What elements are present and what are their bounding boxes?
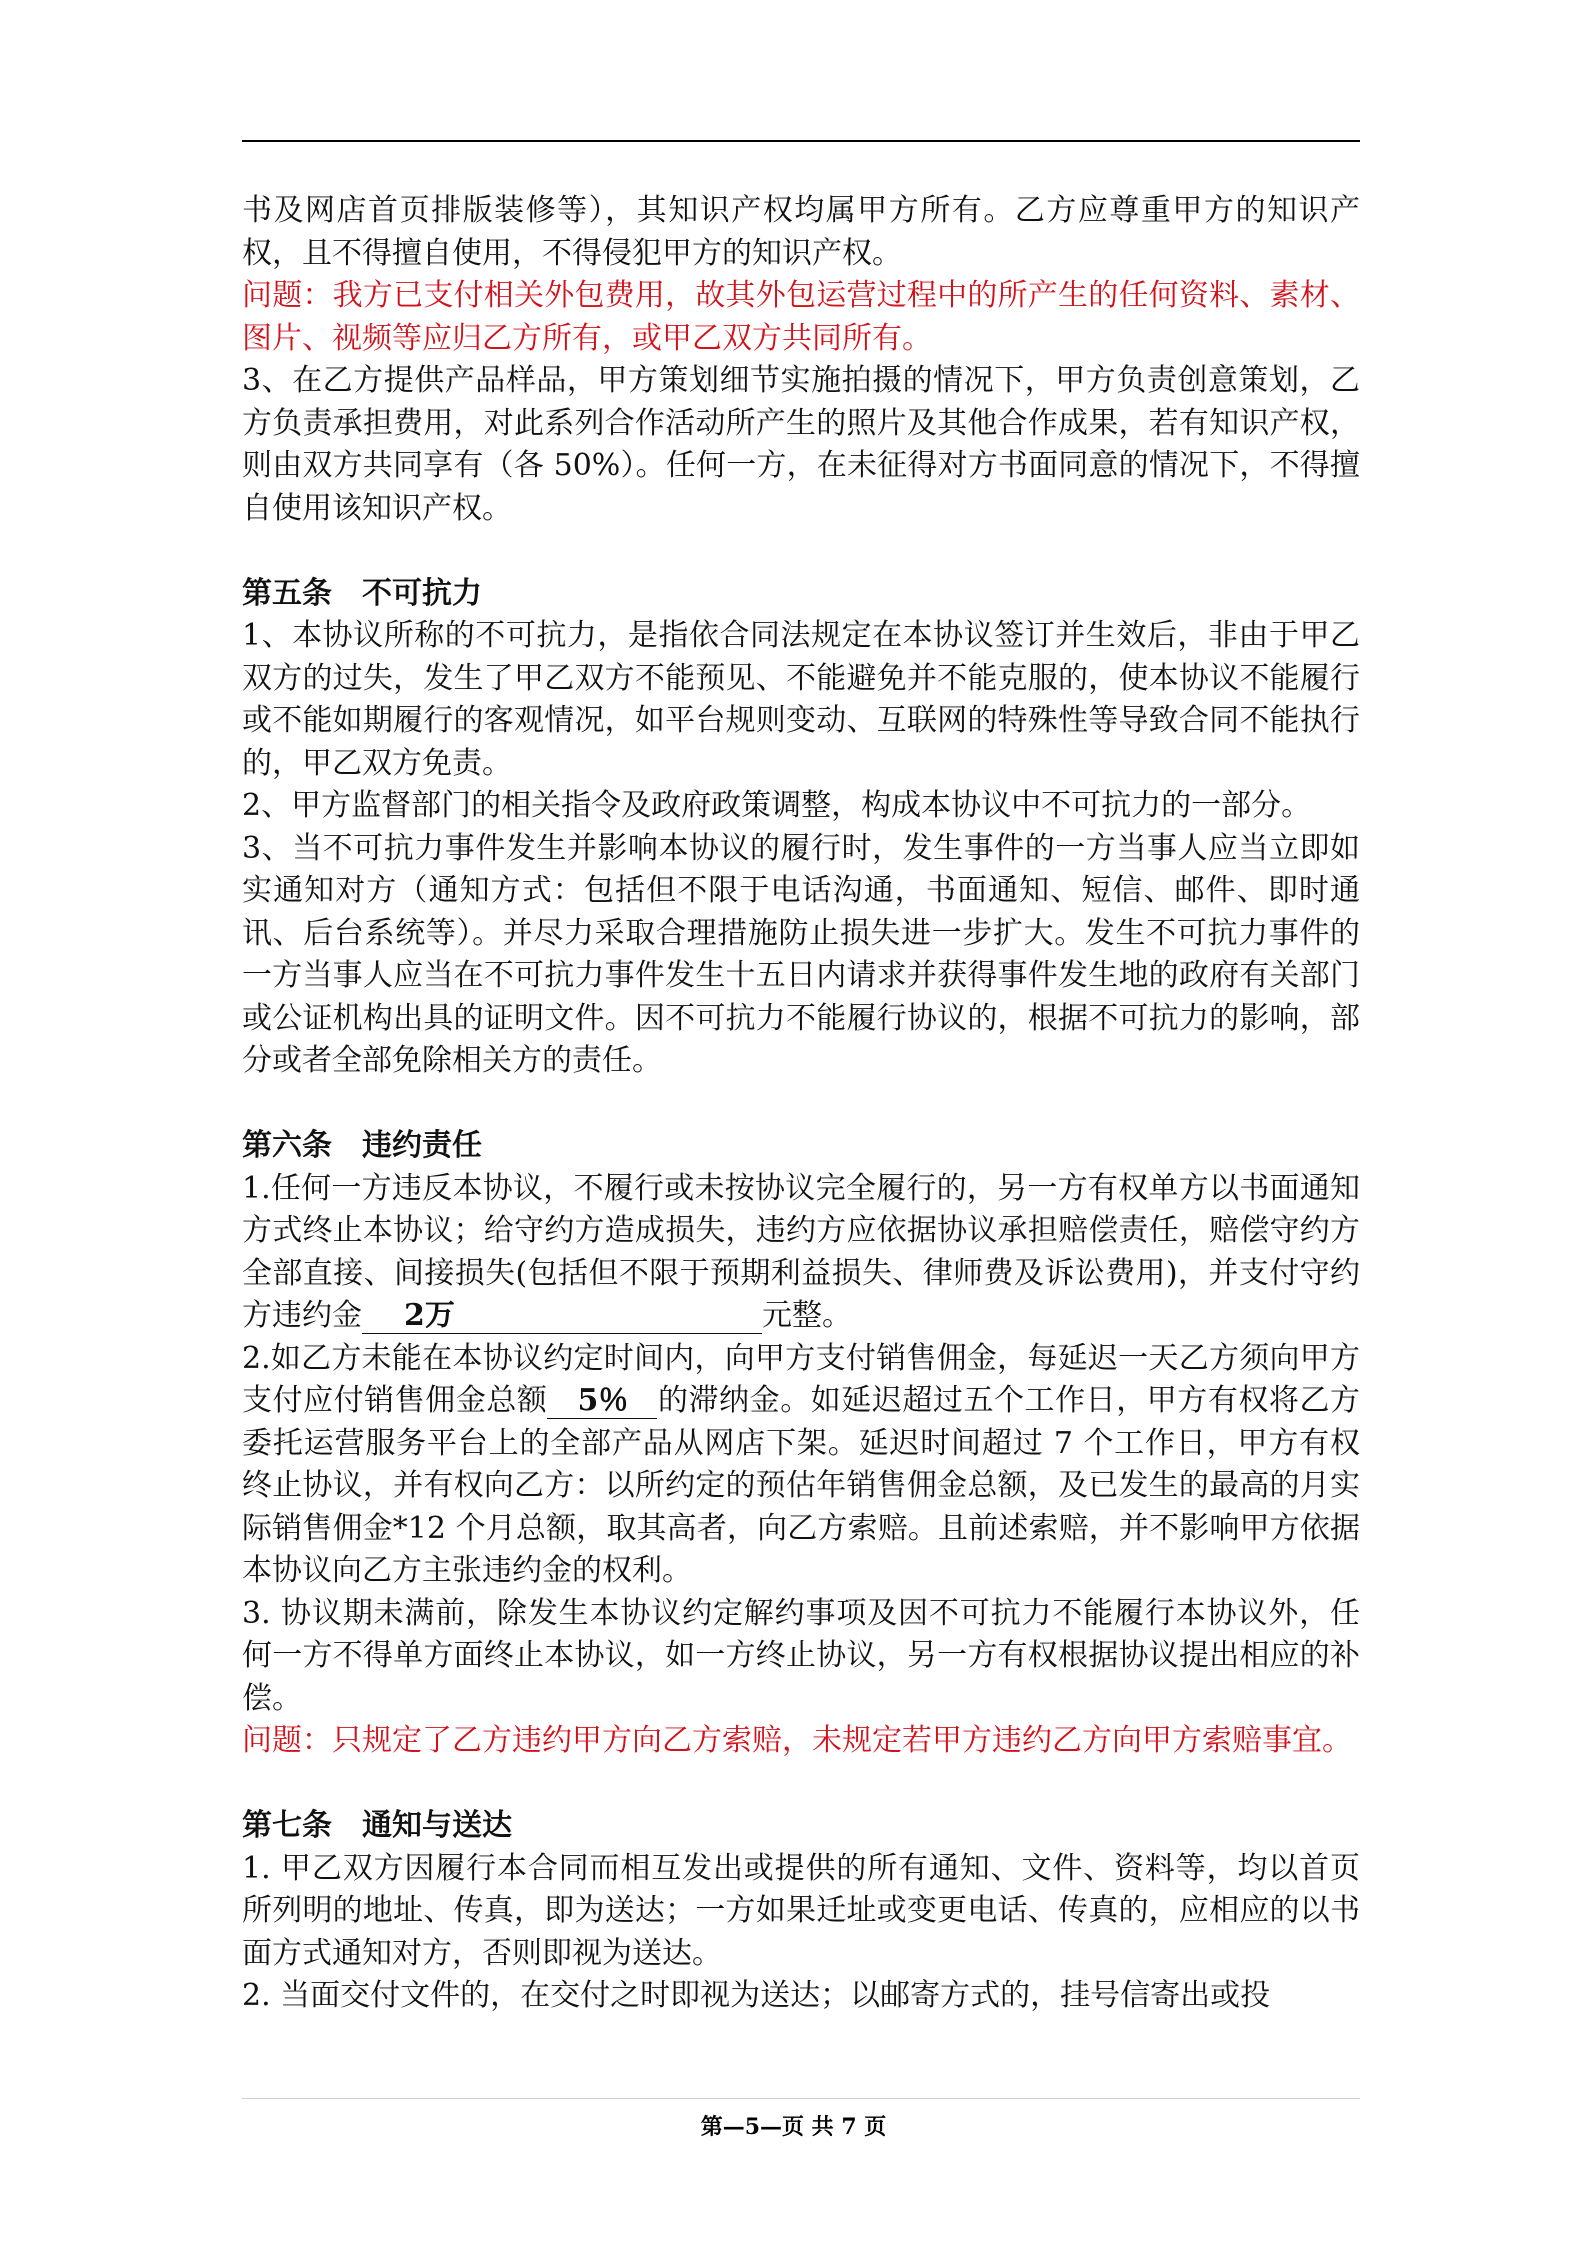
section-heading-notice <box>242 1805 1360 1848</box>
section-number: 第六条 <box>242 1128 332 1163</box>
liability-clause-3: 3. 协议期未满前，除发生本协议约定解约事项及因不可抗力不能履行本协议外，任何一方不得单方面终止本协议，如一方终止协议，另一方有权根据协议提出相应的补偿。 <box>242 1595 1360 1716</box>
document-body <box>242 190 1360 2018</box>
paragraph-clause-3: 3、在乙方提供产品样品，甲方策划细节实施拍摄的情况下，甲方负责创意策划，乙方负责承担费用，对此系列合作活动所产生的照片及其他合作成果，若有知识产权，则由双方共同享有（各 50%）。任何一方，在未征得对方书面同意的情况下，不得擅自使用该知识产权。 <box>242 363 1360 526</box>
section-title: 不可抗力 <box>362 575 482 611</box>
page-number-footer: 第—5—页 共 7 页 <box>700 2114 887 2140</box>
issue-note-ip: 问题：我方已支付相关外包费用，故其外包运营过程中的所产生的任何资料、素材、图片、视频等应归乙方所有，或甲乙双方共同所有。 <box>242 278 1360 356</box>
section-title: 通知与送达 <box>362 1808 512 1843</box>
section-number: 第七条 <box>242 1808 332 1843</box>
issue-note-liability: 问题：只规定了乙方违约甲方向乙方索赔，未规定若甲方违约乙方向甲方索赔事宜。 <box>242 1723 1352 1758</box>
section-number: 第五条 <box>242 575 332 611</box>
liability-clause-2: 2.如乙方未能在本协议约定时间内，向甲方支付销售佣金，每延迟一天乙方须向甲方支付应付销售佣金总额 5％ 的滞纳金。如延迟超过五个工作日，甲方有权将乙方委托运营服务平台上的全部产品从网店下架。延迟时间超过 7 个工作日，甲方有权终止协议，并有权向乙方：以所约定的预估年销售佣金总额，及已发生的最高的月实际销售佣金*12 个月总额，取其高者，向乙方索赔。且前述索赔，并不影响甲方依据本协议向乙方主张违约金的权利。 <box>242 1340 1361 1588</box>
section-heading-liability <box>242 1125 1360 1168</box>
liability-clause-1: 1.任何一方违反本协议，不履行或未按协议完全履行的，另一方有权单方以书面通知方式终止本协议；给守约方造成损失，违约方应依据协议承担赔偿责任，赔偿守约方全部直接、间接损失(包括但不限于预期利益损失、律师费及诉讼费用)，并支付守约方违约金 2万 元整。 <box>242 1170 1360 1333</box>
notice-clause-1: 1. 甲乙双方因履行本合同而相互发出或提供的所有通知、文件、资料等，均以首页所列明的地址、传真，即为送达；一方如果迁址或变更电话、传真的，应相应的以书面方式通知对方，否则即视为送达。 <box>242 1850 1360 1971</box>
footer-rule <box>242 2098 1360 2099</box>
header-rule <box>242 140 1360 142</box>
notice-clause-2: 2. 当面交付文件的，在交付之时即视为送达；以邮寄方式的，挂号信寄出或投 <box>242 1978 1271 2013</box>
force-majeure-clause-2: 2、甲方监督部门的相关指令及政府政策调整，构成本协议中不可抗力的一部分。 <box>242 788 1312 823</box>
section-title: 违约责任 <box>362 1128 482 1163</box>
late-fee-rate-blank: 5％ <box>547 1384 657 1419</box>
force-majeure-clause-1: 1、本协议所称的不可抗力，是指依合同法规定在本协议签订并生效后，非由于甲乙双方的过失，发生了甲乙双方不能预见、不能避免并不能克服的，使本协议不能履行或不能如期履行的客观情况，如平台规则变动、互联网的特殊性等导致合同不能执行的，甲乙双方免责。 <box>242 618 1360 781</box>
section-heading-force-majeure <box>242 573 1360 616</box>
force-majeure-clause-3: 3、当不可抗力事件发生并影响本协议的履行时，发生事件的一方当事人应当立即如实通知对方（通知方式：包括但不限于电话沟通，书面通知、短信、邮件、即时通讯、后台系统等）。并尽力采取合理措施防止损失进一步扩大。发生不可抗力事件的一方当事人应当在不可抗力事件发生十五日内请求并获得事件发生地的政府有关部门或公证机构出具的证明文件。因不可抗力不能履行协议的，根据不可抗力的影响，部分或者全部免除相关方的责任。 <box>242 830 1360 1078</box>
paragraph-ip-ownership: 书及网店首页排版装修等），其知识产权均属甲方所有。乙方应尊重甲方的知识产权，且不得擅自使用，不得侵犯甲方的知识产权。 <box>242 193 1360 271</box>
penalty-amount-blank: 2万 <box>362 1299 762 1334</box>
